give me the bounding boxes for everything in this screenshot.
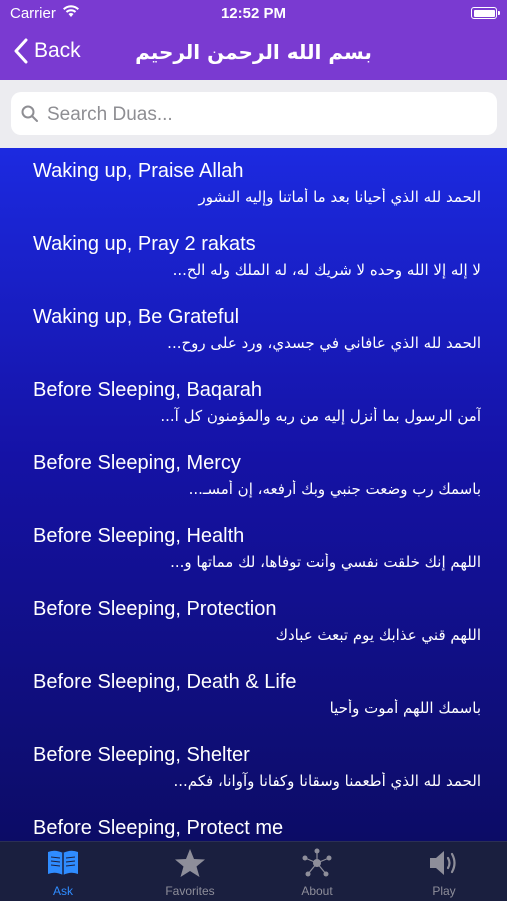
dua-title: Before Sleeping, Mercy <box>33 452 241 474</box>
dua-title: Before Sleeping, Health <box>33 525 245 547</box>
list-item[interactable] <box>0 440 507 513</box>
tab-label: Ask <box>52 884 73 898</box>
list-item[interactable] <box>0 659 507 732</box>
dua-arabic-preview: باسمك اللهم أموت وأحيا <box>329 699 481 717</box>
tab-label: About <box>301 884 333 898</box>
dua-arabic-preview: اللهم قني عذابك يوم تبعث عبادك <box>275 626 481 644</box>
carrier-label: Carrier <box>10 5 56 22</box>
navigation-bar <box>0 28 507 80</box>
dua-title: Waking up, Be Grateful <box>33 306 240 328</box>
dua-arabic-preview: الحمد لله الذي أحيانا بعد ما أماتنا وإليه النشور <box>198 188 481 206</box>
tab-ask[interactable] <box>0 842 126 901</box>
tab-label: Play <box>432 884 456 898</box>
tab-favorites[interactable] <box>127 842 253 901</box>
dua-title: Before Sleeping, Baqarah <box>33 379 263 401</box>
status-bar <box>0 0 507 28</box>
dua-title: Before Sleeping, Protect me <box>33 817 284 839</box>
network-icon <box>254 848 380 880</box>
list-item[interactable] <box>0 586 507 659</box>
page-title: بسم الله الرحمن الرحيم <box>135 40 372 64</box>
clock: 12:52 PM <box>220 5 287 22</box>
search-bar <box>0 80 507 148</box>
chevron-left-icon <box>14 38 28 64</box>
battery-icon <box>471 7 497 19</box>
tab-label: Favorites <box>165 884 215 898</box>
dua-arabic-preview: الحمد لله الذي أطعمنا وسقانا وكفانا وآوانا، فكم... <box>173 772 481 790</box>
speaker-icon <box>381 848 507 880</box>
tab-about[interactable] <box>254 842 380 901</box>
list-item[interactable] <box>0 294 507 367</box>
list-item[interactable] <box>0 732 507 805</box>
search-input[interactable] <box>45 92 489 137</box>
list-item[interactable] <box>0 367 507 440</box>
list-item[interactable] <box>0 805 507 841</box>
tab-bar <box>0 841 507 901</box>
dua-arabic-preview: لا إله إلا الله وحده لا شريك له، له الملك وله الح... <box>172 261 481 279</box>
dua-arabic-preview: اللهم إنك خلقت نفسي وأنت توفاها، لك مماتها و... <box>170 553 481 571</box>
dua-arabic-preview: آمن الرسول بما أنزل إليه من ربه والمؤمنون كل آ... <box>160 407 481 425</box>
dua-title: Waking up, Praise Allah <box>33 160 244 182</box>
list-item[interactable] <box>0 148 507 221</box>
dua-list[interactable] <box>0 148 507 841</box>
tab-play[interactable] <box>381 842 507 901</box>
dua-title: Waking up, Pray 2 rakats <box>33 233 256 255</box>
back-label: Back <box>34 39 81 62</box>
back-button[interactable] <box>14 38 81 64</box>
dua-title: Before Sleeping, Death & Life <box>33 671 297 693</box>
search-field[interactable] <box>11 92 497 135</box>
dua-title: Before Sleeping, Shelter <box>33 744 250 766</box>
dua-title: Before Sleeping, Protection <box>33 598 277 620</box>
dua-arabic-preview: باسمك رب وضعت جنبي وبك أرفعه، إن أمسـ... <box>188 480 481 498</box>
dua-arabic-preview: الحمد لله الذي عافاني في جسدي، ورد على روح... <box>167 334 481 352</box>
star-icon <box>127 848 253 880</box>
book-icon <box>0 848 126 880</box>
list-item[interactable] <box>0 513 507 586</box>
list-item[interactable] <box>0 221 507 294</box>
